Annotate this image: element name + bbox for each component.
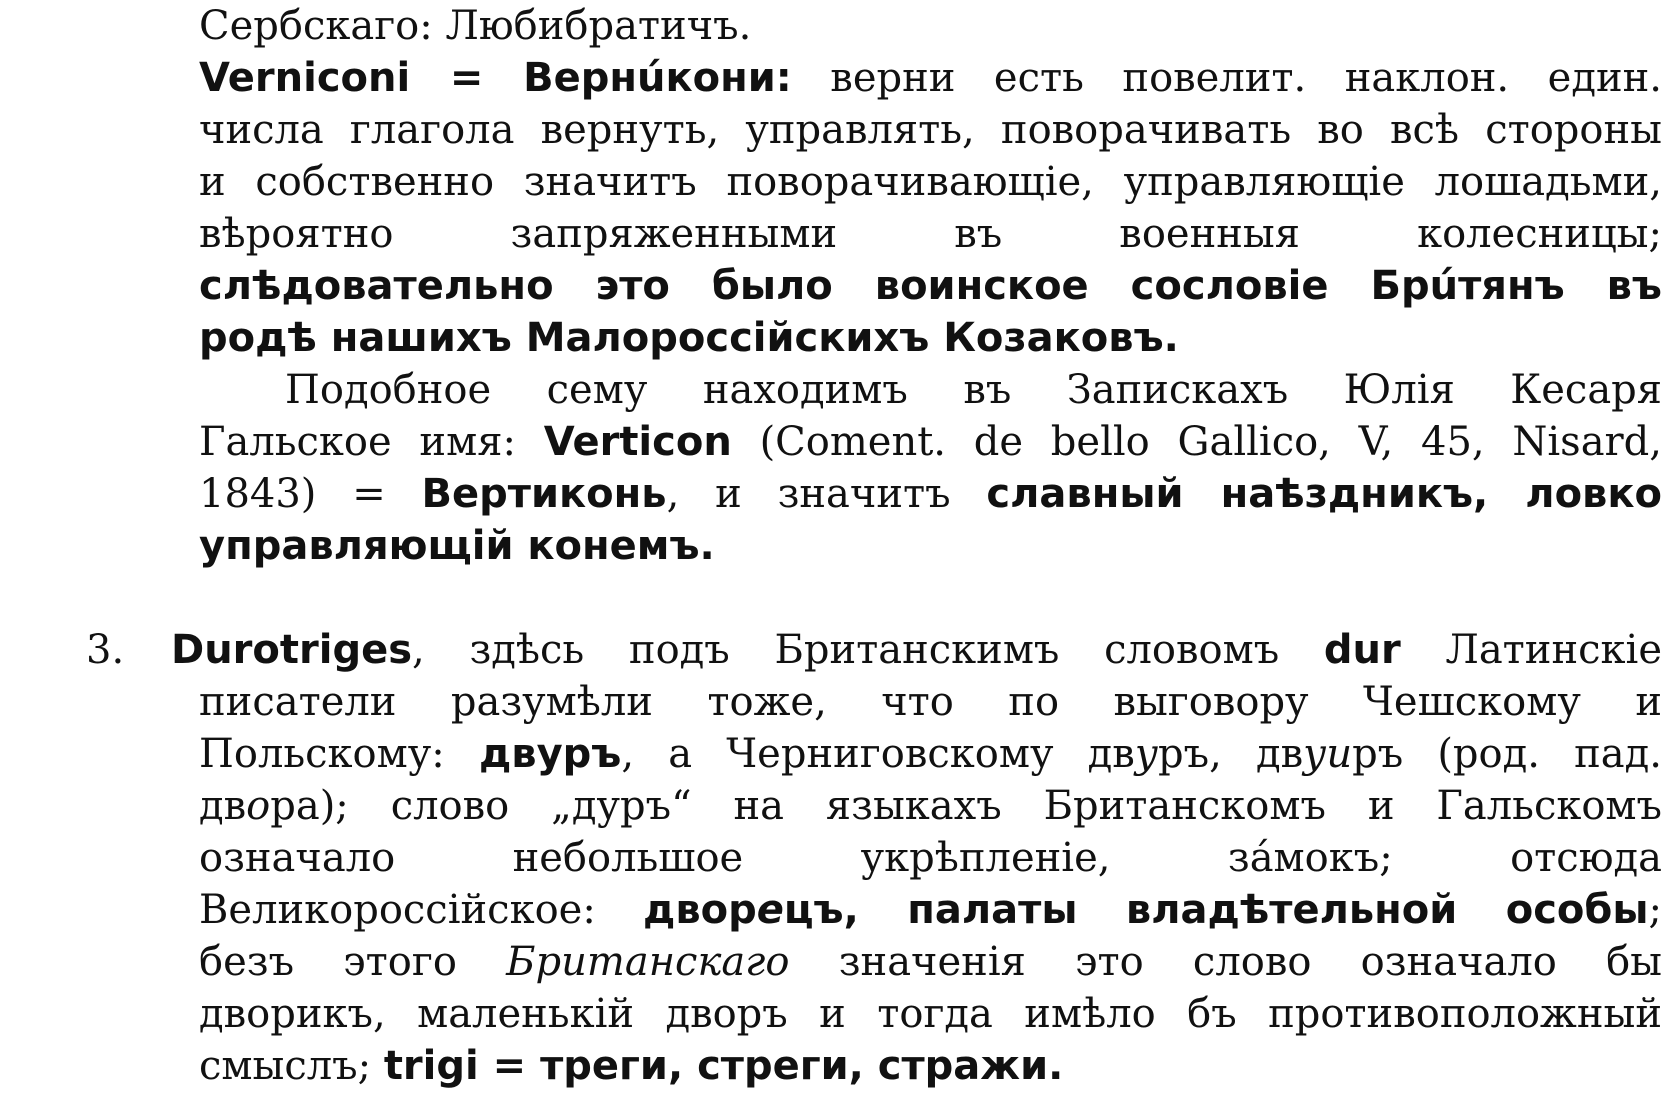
text-run: вѣроятно запряженными въ военныя колесницы; (199, 211, 1662, 257)
text-run: ръ, дв (1158, 731, 1304, 777)
text-run: ; (1648, 887, 1662, 933)
text-line (199, 884, 1662, 936)
bold-text: двуръ (478, 731, 622, 777)
text-run: , а Черниговскому дв (621, 731, 1135, 777)
bold-text: славный наѣздникъ, ловко (986, 471, 1662, 517)
bold-text: dur (1323, 627, 1401, 673)
text-line (199, 832, 1662, 884)
text-run: смыслъ; (199, 1043, 384, 1089)
text-run: Гальское имя: (199, 419, 544, 465)
list-item-number: 3. (86, 627, 125, 673)
text-run: писатели разумѣли тоже, что по выговору Чешскому и (199, 679, 1662, 725)
bold-text: двор (643, 887, 757, 933)
text-line (199, 936, 1662, 988)
text-line (199, 312, 1662, 364)
text-run: Великороссійское: (199, 887, 644, 933)
text-line (199, 728, 1662, 780)
text-run: Латинскіе (1400, 627, 1662, 673)
bold-text: Вертиконь (421, 471, 667, 517)
text-line (199, 520, 1662, 572)
text-line (171, 624, 1662, 676)
bold-text: слѣдовательно это было воинское сословіе Брúтянъ въ (199, 263, 1662, 309)
italic-text: уи (1303, 731, 1353, 777)
text-line (199, 104, 1662, 156)
text-run: и собственно значитъ поворачивающіе, управляющіе лошадьми, (199, 159, 1662, 205)
italic-text: у (1134, 731, 1159, 777)
text-run: , и значитъ (666, 471, 987, 517)
bold-text: родѣ нашихъ Малороссійскихъ Козаковъ. (199, 315, 1179, 361)
text-line (199, 208, 1662, 260)
text-run: , здѣсь подъ Британскимъ словомъ (412, 627, 1324, 673)
text-run: Подобное сему находимъ въ Запискахъ Юлія Кесаря (285, 367, 1662, 413)
text-run: дв (199, 783, 247, 829)
text-line (199, 0, 1662, 52)
text-line (199, 52, 1662, 104)
text-line (199, 988, 1662, 1040)
text-line (199, 260, 1662, 312)
text-run: безъ этого (199, 939, 507, 985)
text-run: числа глагола вернуть, управлять, поворачивать во всѣ стороны (199, 107, 1662, 153)
text-run: ръ (род. пад. (1352, 731, 1662, 777)
text-line (199, 1040, 1662, 1092)
text-run: означало небольшое укрѣпленіе, зáмокъ; отсюда (199, 835, 1662, 881)
text-line (285, 364, 1662, 416)
text-run: (Coment. de bello Gallico, V, 45, Nisard, (731, 419, 1662, 465)
text-line (199, 416, 1662, 468)
text-run: верни есть повелит. наклон. един. (791, 55, 1662, 101)
text-line (199, 468, 1662, 520)
text-line (199, 676, 1662, 728)
text-line (199, 780, 1662, 832)
bold-text: Durotriges (171, 627, 413, 673)
text-run: Польскому: (199, 731, 479, 777)
text-run: дворикъ, маленькій дворъ и тогда имѣло бъ противоположный (199, 991, 1662, 1037)
text-run: 1843) = (199, 471, 422, 517)
bold-text: цъ, палаты владѣтельной особы (783, 887, 1649, 933)
bold-text: trigi = треги, стреги, стражи. (383, 1043, 1064, 1089)
bold-text: Verniconi = Вернúкони: (199, 55, 792, 101)
text-run: значенія это слово означало бы (789, 939, 1662, 985)
text-run: Сербскаго: Любибратичъ. (199, 3, 752, 49)
bold-text: Verticon (543, 419, 732, 465)
bold-text: е (756, 887, 784, 933)
bold-text: управляющій конемъ. (199, 523, 715, 569)
italic-text: о (246, 783, 271, 829)
text-line (199, 156, 1662, 208)
text-run: ра); слово „дуръ“ на языкахъ Британскомъ и Гальскомъ (270, 783, 1662, 829)
italic-text: Британскаго (506, 939, 790, 985)
